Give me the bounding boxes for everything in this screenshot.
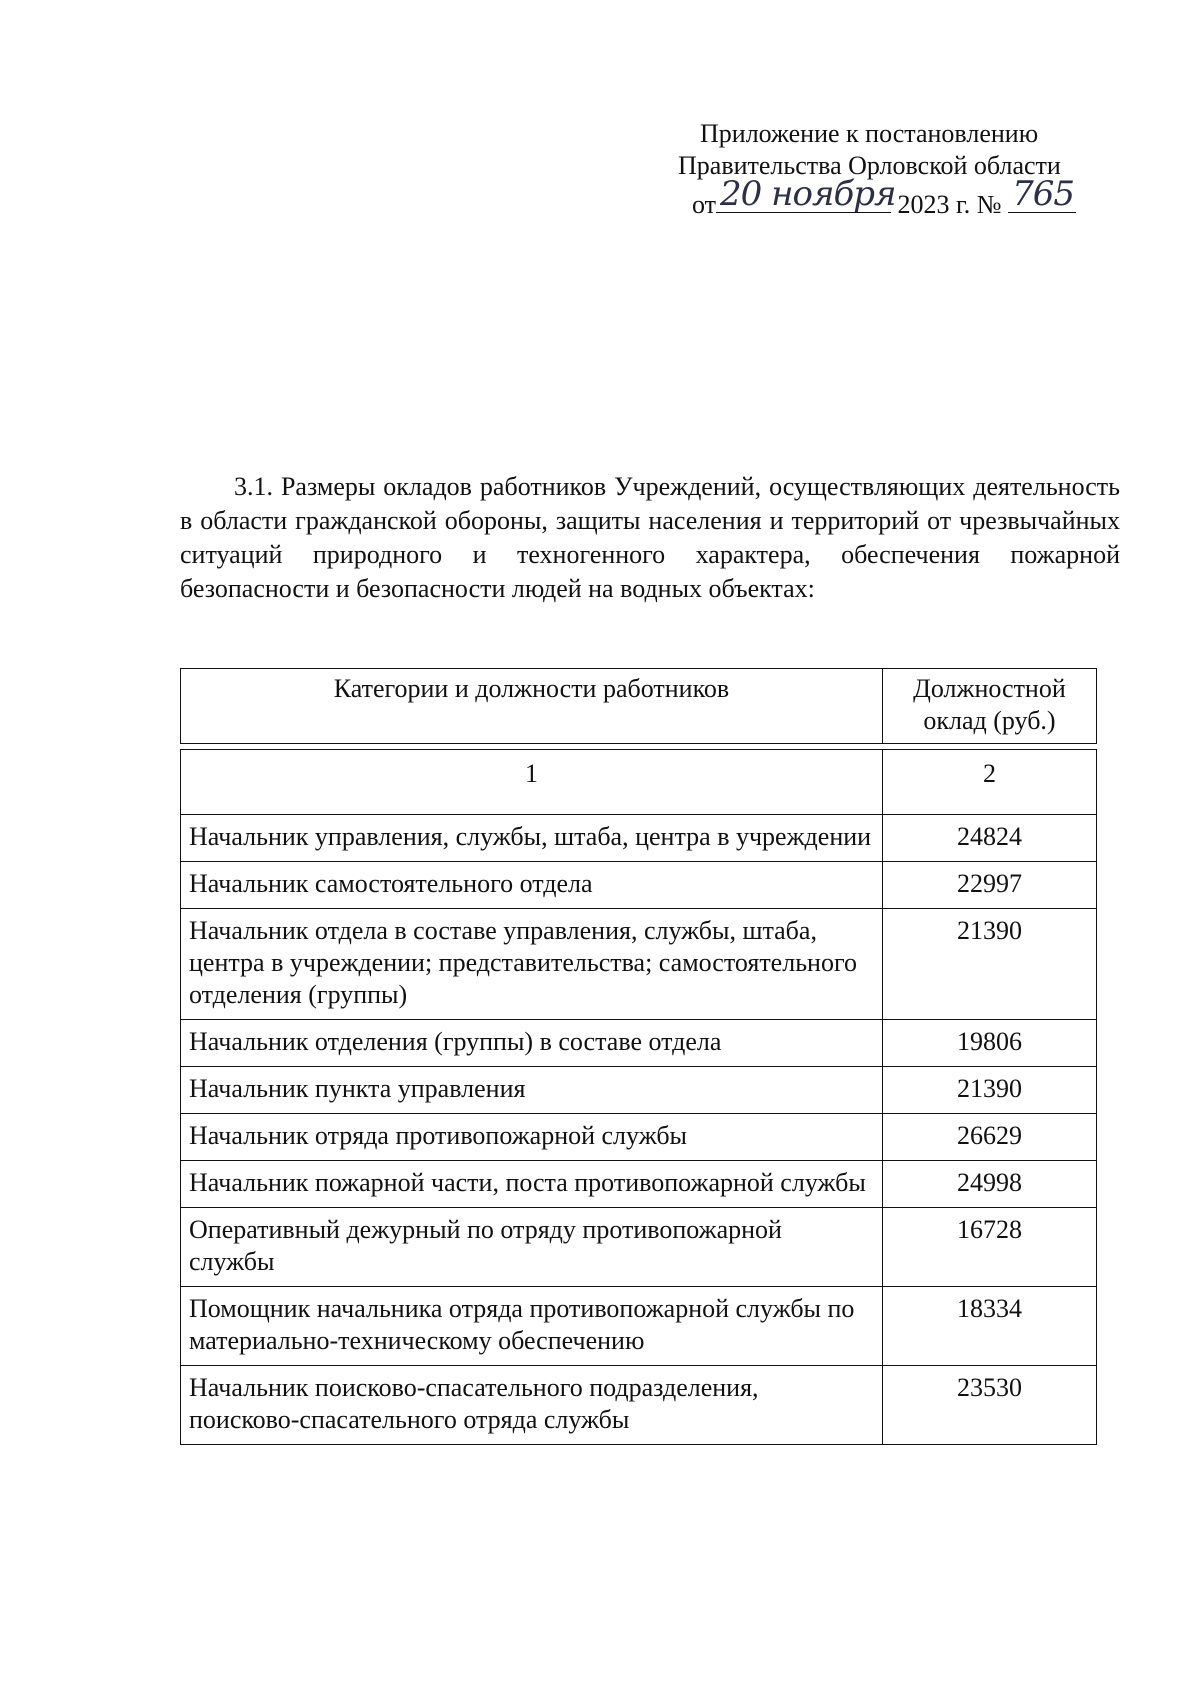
date-field	[716, 174, 896, 214]
table-row	[181, 909, 1097, 1020]
column-header-salary: Должностной оклад (руб.)	[882, 669, 1096, 744]
table-row	[181, 815, 1097, 862]
header-line-appendix: Приложение к постановлению	[700, 119, 1039, 148]
salary-cell: 24998	[882, 1161, 1096, 1208]
table-row	[181, 1287, 1097, 1366]
header-line-date	[640, 174, 1160, 222]
position-cell: Начальник отделения (группы) в составе отдела	[181, 1020, 883, 1067]
header-line-government: Правительства Орловской области	[678, 151, 1061, 180]
salary-cell: 21390	[882, 909, 1096, 1020]
table-row	[181, 1366, 1097, 1445]
table-row	[181, 1161, 1097, 1208]
column-number-2: 2	[882, 750, 1096, 815]
table-row	[181, 1067, 1097, 1114]
position-cell: Начальник самостоятельного отдела	[181, 862, 883, 909]
position-cell: Начальник пункта управления	[181, 1067, 883, 1114]
position-cell: Начальник поисково-спасательного подразделения, поисково-спасательного отряда службы	[181, 1366, 883, 1445]
table-header-row	[181, 669, 1097, 744]
position-cell: Начальник пожарной части, поста противопожарной службы	[181, 1161, 883, 1208]
table-row	[181, 1020, 1097, 1067]
position-cell: Начальник управления, службы, штаба, центра в учреждении	[181, 815, 883, 862]
position-cell: Помощник начальника отряда противопожарной службы по материально-техническому обеспечению	[181, 1287, 883, 1366]
salary-cell: 26629	[882, 1114, 1096, 1161]
header-year-label: 2023 г. №	[897, 190, 1002, 219]
salary-cell: 18334	[882, 1287, 1096, 1366]
position-cell: Оперативный дежурный по отряду противопожарной службы	[181, 1208, 883, 1287]
header-from-label: от	[692, 190, 717, 219]
handwritten-number: 765	[1012, 174, 1074, 214]
position-cell: Начальник отряда противопожарной службы	[181, 1114, 883, 1161]
position-cell: Начальник отдела в составе управления, службы, штаба, центра в учреждении; представительства; самостоятельного отделения (группы)	[181, 909, 883, 1020]
handwritten-date: 20 ноября	[720, 174, 896, 214]
salary-cell: 16728	[882, 1208, 1096, 1287]
salary-cell: 23530	[882, 1366, 1096, 1445]
appendix-header	[640, 118, 1160, 222]
table-row	[181, 1208, 1097, 1287]
column-header-positions: Категории и должности работников	[181, 669, 883, 744]
salary-cell: 19806	[882, 1020, 1096, 1067]
salary-table	[180, 668, 1097, 1445]
table-number-row	[181, 750, 1097, 815]
salary-cell: 21390	[882, 1067, 1096, 1114]
column-number-1: 1	[181, 750, 883, 815]
number-field	[1008, 174, 1076, 214]
table-row	[181, 1114, 1097, 1161]
table-row	[181, 862, 1097, 909]
section-paragraph: 3.1. Размеры окладов работников Учреждений, осуществляющих деятельность в области гражданской обороны, защиты населения и территорий от чрезвычайных ситуаций природного и техногенного характера, обеспечения пожарной безопасности и безопасности людей на водных объектах:	[180, 472, 1120, 603]
salary-cell: 22997	[882, 862, 1096, 909]
salary-cell: 24824	[882, 815, 1096, 862]
